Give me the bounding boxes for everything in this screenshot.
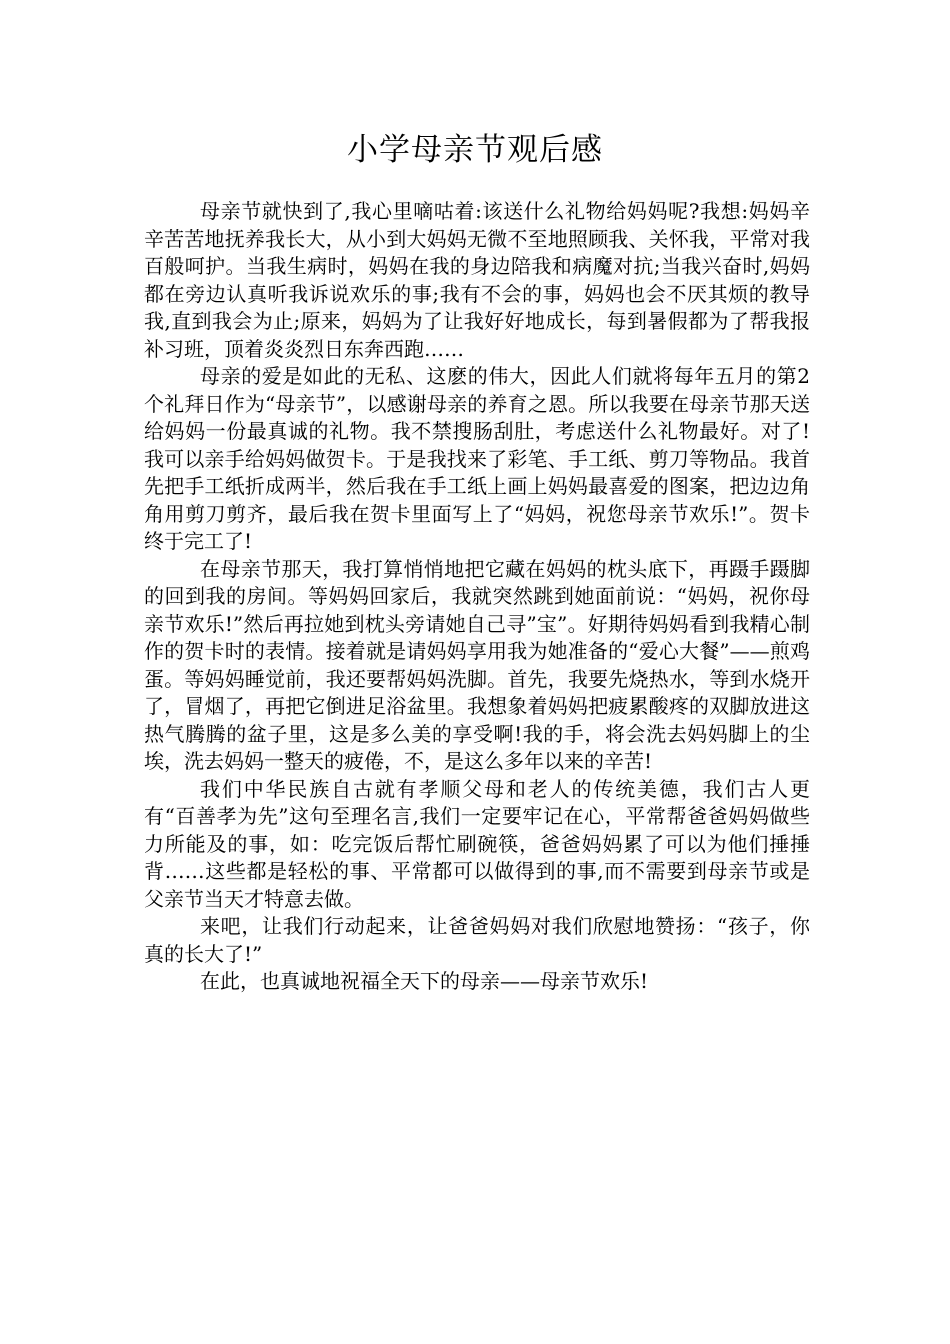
paragraph-4: 我们中华民族自古就有孝顺父母和老人的传统美德，我们古人更有“百善孝为先”这句至理名言,我们一定要牢记在心，平常帮爸爸妈妈做些力所能及的事，如：吃完饭后帮忙刷碗筷，爸爸妈妈累了可以为他们捶捶背……这些都是轻松的事、平常都可以做得到的事,而不需要到母亲节或是父亲节当天才特意去做。 xyxy=(144,776,810,911)
paragraph-2: 母亲的爱是如此的无私、这麽的伟大，因此人们就将每年五月的第2个礼拜日作为“母亲节”，以感谢母亲的养育之恩。所以我要在母亲节那天送给妈妈一份最真诚的礼物。我不禁搜肠刮肚，考虑送什么礼物最好。对了!我可以亲手给妈妈做贺卡。于是我找来了彩笔、手工纸、剪刀等物品。我首先把手工纸折成两半，然后我在手工纸上画上妈妈最喜爱的图案，把边边角角用剪刀剪齐，最后我在贺卡里面写上了“妈妈，祝您母亲节欢乐!”。贺卡终于完工了! xyxy=(144,364,810,553)
document-body xyxy=(144,198,810,996)
paragraph-3: 在母亲节那天，我打算悄悄地把它藏在妈妈的枕头底下，再蹑手蹑脚的回到我的房间。等妈妈回家后，我就突然跳到她面前说：“妈妈，祝你母亲节欢乐!”然后再拉她到枕头旁请她自己寻”宝”。好期待妈妈看到我精心制作的贺卡时的表情。接着就是请妈妈享用我为她准备的“爱心大餐”——煎鸡蛋。等妈妈睡觉前，我还要帮妈妈洗脚。首先，我要先烧热水，等到水烧开了，冒烟了，再把它倒进足浴盆里。我想象着妈妈把疲累酸疼的双脚放进这热气腾腾的盆子里，这是多么美的享受啊!我的手，将会洗去妈妈脚上的尘埃，洗去妈妈一整天的疲倦，不，是这么多年以来的辛苦! xyxy=(144,556,810,773)
paragraph-6: 在此，也真诚地祝福全天下的母亲——母亲节欢乐! xyxy=(200,969,649,993)
paragraph-1: 母亲节就快到了,我心里嘀咕着:该送什么礼物给妈妈呢?我想:妈妈辛辛苦苦地抚养我长大，从小到大妈妈无微不至地照顾我、关怀我，平常对我百般呵护。当我生病时，妈妈在我的身边陪我和病魔对抗;当我兴奋时,妈妈都在旁边认真听我诉说欢乐的事;我有不会的事，妈妈也会不厌其烦的教导我,直到我会为止;原来，妈妈为了让我好好地成长，每到暑假都为了帮我报补习班，顶着炎炎烈日东奔西跑…… xyxy=(144,199,810,361)
paragraph-5: 来吧，让我们行动起来，让爸爸妈妈对我们欣慰地赞扬：“孩子，你真的长大了!” xyxy=(144,914,810,966)
document-title: 小学母亲节观后感 xyxy=(347,132,603,168)
